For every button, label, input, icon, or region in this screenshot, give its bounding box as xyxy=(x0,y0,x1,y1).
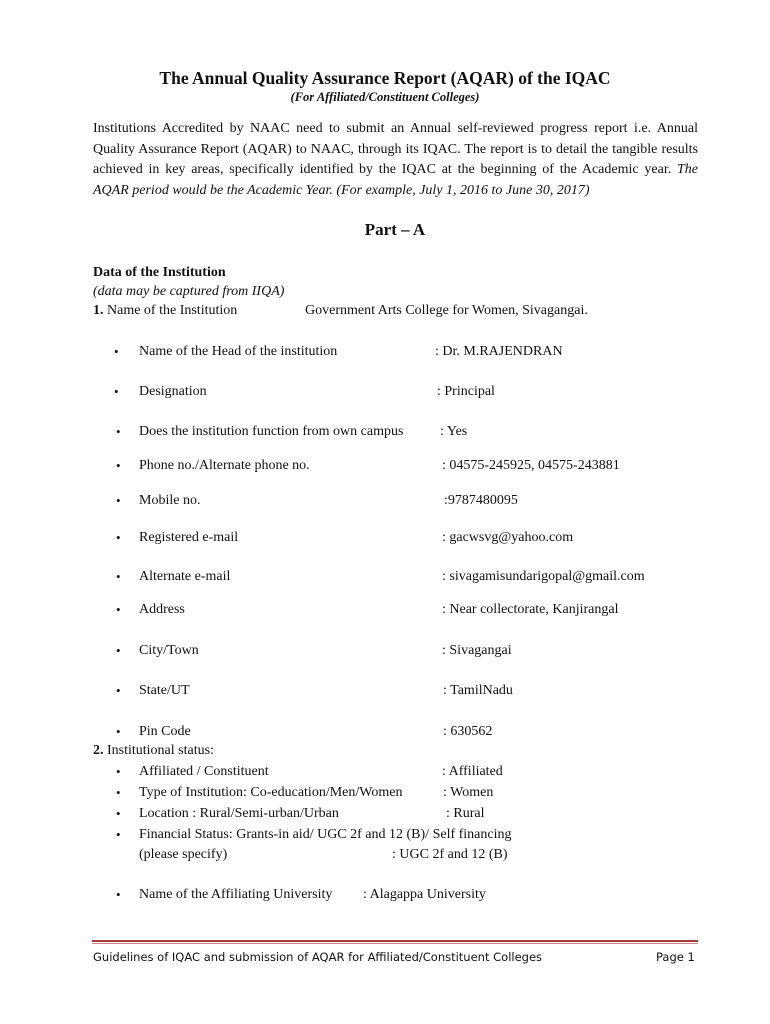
bullet-icon: • xyxy=(116,602,121,617)
bullet-icon: • xyxy=(114,344,119,359)
field-value-pincode: : 630562 xyxy=(443,724,493,739)
status-label-location: Location : Rural/Semi-urban/Urban xyxy=(139,806,339,821)
bullet-icon: • xyxy=(116,724,121,739)
field-label-campus: Does the institution function from own campus xyxy=(139,424,404,439)
field-label-address: Address xyxy=(139,602,185,617)
status-label-type: Type of Institution: Co-education/Men/Women xyxy=(139,785,403,800)
status-value-affiliated: : Affiliated xyxy=(442,764,503,779)
bullet-icon: • xyxy=(116,764,121,779)
field-label-designation: Designation xyxy=(139,384,207,399)
status-value-type: : Women xyxy=(443,785,494,800)
bullet-icon: • xyxy=(116,493,121,508)
field-label-registered-email: Registered e-mail xyxy=(139,530,239,545)
affiliating-university-label: Name of the Affiliating University xyxy=(139,887,333,902)
intro-text: Institutions Accredited by NAAC need to submit an Annual self-reviewed progress report i.e. Annual Quality Assurance Report (AQAR) to NAAC, through its IQAC. The report is to detail the tangible results achieved in key areas, specifically identified by the IQAC at the beginning of the Academic year. xyxy=(93,121,698,177)
question-2-label: Institutional status: xyxy=(107,743,214,758)
footer-rule xyxy=(92,940,698,942)
document-subtitle: (For Affiliated/Constituent Colleges) xyxy=(290,90,480,104)
bullet-icon: • xyxy=(116,785,121,800)
intro-italic-text: The AQAR period would be the Academic Year. (For example, July 1, 2016 to June 30, 2017) xyxy=(93,162,698,198)
field-label-city: City/Town xyxy=(139,643,199,658)
bullet-icon: • xyxy=(116,458,121,473)
bullet-icon: • xyxy=(116,827,121,842)
document-title: The Annual Quality Assurance Report (AQAR) of the IQAC xyxy=(159,68,611,88)
question-1 xyxy=(93,303,237,319)
footer-text: Guidelines of IQAC and submission of AQAR for Affiliated/Constituent Colleges xyxy=(93,950,543,964)
bullet-icon: • xyxy=(116,569,121,584)
status-label-affiliated: Affiliated / Constituent xyxy=(139,764,269,779)
field-label-head: Name of the Head of the institution xyxy=(139,344,338,359)
field-value-alternate-email: : sivagamisundarigopal@gmail.com xyxy=(442,569,645,584)
footer-rule-thin xyxy=(92,943,698,944)
question-2-number: 2. xyxy=(93,743,104,758)
question-1-number: 1. xyxy=(93,303,104,318)
section-heading: Data of the Institution xyxy=(93,265,226,280)
bullet-icon: • xyxy=(116,683,121,698)
bullet-icon: • xyxy=(116,530,121,545)
bullet-icon: • xyxy=(116,887,121,902)
intro-paragraph xyxy=(93,119,698,201)
field-value-address: : Near collectorate, Kanjirangal xyxy=(442,602,619,617)
field-value-phone: : 04575-245925, 04575-243881 xyxy=(442,458,620,473)
question-2 xyxy=(93,743,214,759)
bullet-icon: • xyxy=(116,643,121,658)
page-number: Page 1 xyxy=(656,950,695,964)
status-label-financial: Financial Status: Grants-in aid/ UGC 2f and 12 (B)/ Self financing xyxy=(139,827,512,842)
financial-specify-value: : UGC 2f and 12 (B) xyxy=(392,847,508,862)
bullet-icon: • xyxy=(116,424,121,439)
bullet-icon: • xyxy=(114,384,119,399)
field-label-state: State/UT xyxy=(139,683,190,698)
field-label-phone: Phone no./Alternate phone no. xyxy=(139,458,310,473)
affiliating-university-value: : Alagappa University xyxy=(363,887,486,902)
question-1-label: Name of the Institution xyxy=(107,303,238,318)
field-label-mobile: Mobile no. xyxy=(139,493,201,508)
field-label-pincode: Pin Code xyxy=(139,724,191,739)
question-1-value: Government Arts College for Women, Sivagangai. xyxy=(305,303,588,318)
financial-specify-label: (please specify) xyxy=(139,847,228,862)
section-note: (data may be captured from IIQA) xyxy=(93,284,285,299)
field-value-designation: : Principal xyxy=(437,384,495,399)
field-value-mobile: :9787480095 xyxy=(444,493,518,508)
field-value-campus: : Yes xyxy=(440,424,468,439)
field-value-head: : Dr. M.RAJENDRAN xyxy=(435,344,563,359)
field-value-city: : Sivagangai xyxy=(442,643,512,658)
bullet-icon: • xyxy=(116,806,121,821)
field-value-state: : TamilNadu xyxy=(443,683,513,698)
part-heading: Part – A xyxy=(364,220,426,239)
field-label-alternate-email: Alternate e-mail xyxy=(139,569,231,584)
field-value-registered-email: : gacwsvg@yahoo.com xyxy=(442,530,574,545)
status-value-location: : Rural xyxy=(446,806,485,821)
